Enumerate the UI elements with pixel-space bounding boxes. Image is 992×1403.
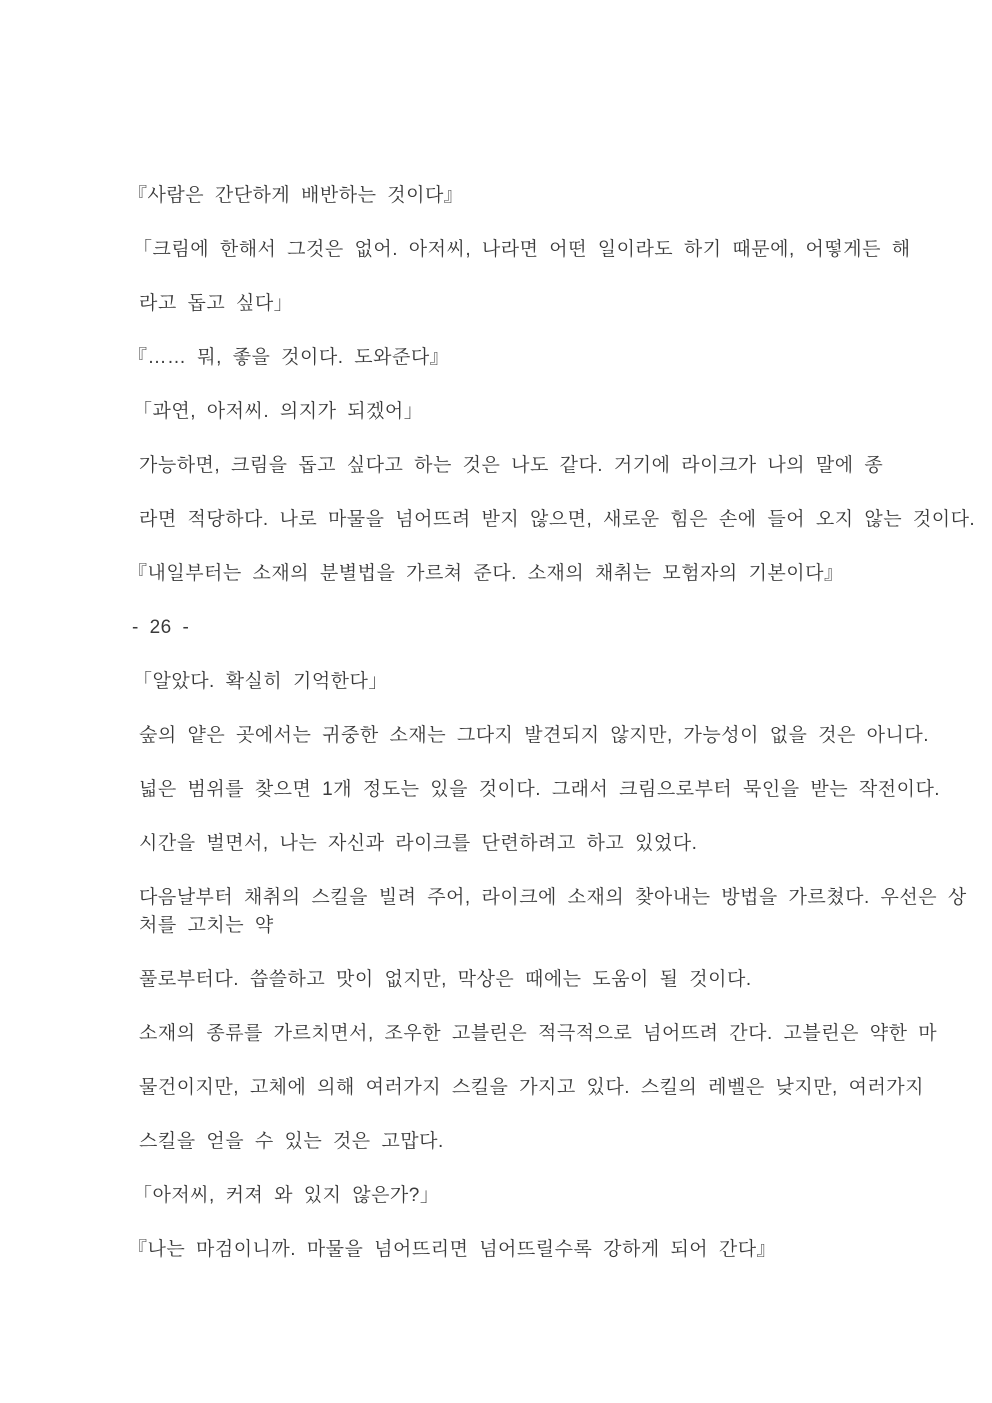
text-line: 풀로부터다. 씁쓸하고 맛이 없지만, 막상은 때에는 도움이 될 것이다.	[139, 969, 752, 990]
text-line: 숲의 얕은 곳에서는 귀중한 소재는 그다지 발견되지 않지만, 가능성이 없을 것은 아니다.	[139, 725, 930, 746]
text-line: 라면 적당하다. 나로 마물을 넘어뜨려 받지 않으면, 새로운 힘은 손에 들어 오지 않는 것이다.	[139, 509, 976, 530]
text-line: 『사람은 간단하게 배반하는 것이다』	[128, 185, 464, 206]
text-line: 『나는 마검이니까. 마물을 넘어뜨리면 넘어뜨릴수록 강하게 되어 간다』	[128, 1239, 777, 1260]
text-block	[128, 182, 976, 1290]
text-line: 『내일부터는 소재의 분별법을 가르쳐 준다. 소재의 채취는 모험자의 기본이다』	[128, 563, 844, 584]
text-line: 「과연, 아저씨. 의지가 되겠어」	[133, 401, 424, 422]
text-line: 스킬을 얻을 수 있는 것은 고맙다.	[139, 1131, 444, 1152]
text-line: 「알았다. 확실히 기억한다」	[133, 671, 388, 692]
text-line: 넓은 범위를 찾으면 1개 정도는 있을 것이다. 그래서 크림으로부터 묵인을 받는 작전이다.	[139, 779, 941, 800]
text-line: 시간을 벌면서, 나는 자신과 라이크를 단련하려고 하고 있었다.	[139, 833, 698, 854]
text-line: 다음날부터 채취의 스킬을 빌려 주어, 라이크에 소재의 찾아내는 방법을 가르쳤다. 우선은 상	[139, 887, 967, 908]
text-line: 라고 돕고 싶다」	[139, 293, 294, 314]
text-line: 가능하면, 크림을 돕고 싶다고 하는 것은 나도 같다. 거기에 라이크가 나의 말에 종	[139, 455, 884, 476]
text-line-wrapped: 처를 고치는 약	[139, 915, 274, 936]
text-line: 『…… 뭐, 좋을 것이다. 도와준다』	[128, 347, 450, 368]
text-line: 「아저씨, 커져 와 있지 않은가?」	[133, 1185, 440, 1206]
text-line: 물건이지만, 고체에 의해 여러가지 스킬을 가지고 있다. 스킬의 레벨은 낮지만, 여러가지	[139, 1077, 925, 1098]
page-number: - 26 -	[132, 617, 190, 638]
text-line: 「크림에 한해서 그것은 없어. 아저씨, 나라면 어떤 일이라도 하기 때문에, 어떻게든 해	[133, 239, 911, 260]
text-line: 소재의 종류를 가르치면서, 조우한 고블린은 적극적으로 넘어뜨려 간다. 고블린은 약한 마	[139, 1023, 938, 1044]
